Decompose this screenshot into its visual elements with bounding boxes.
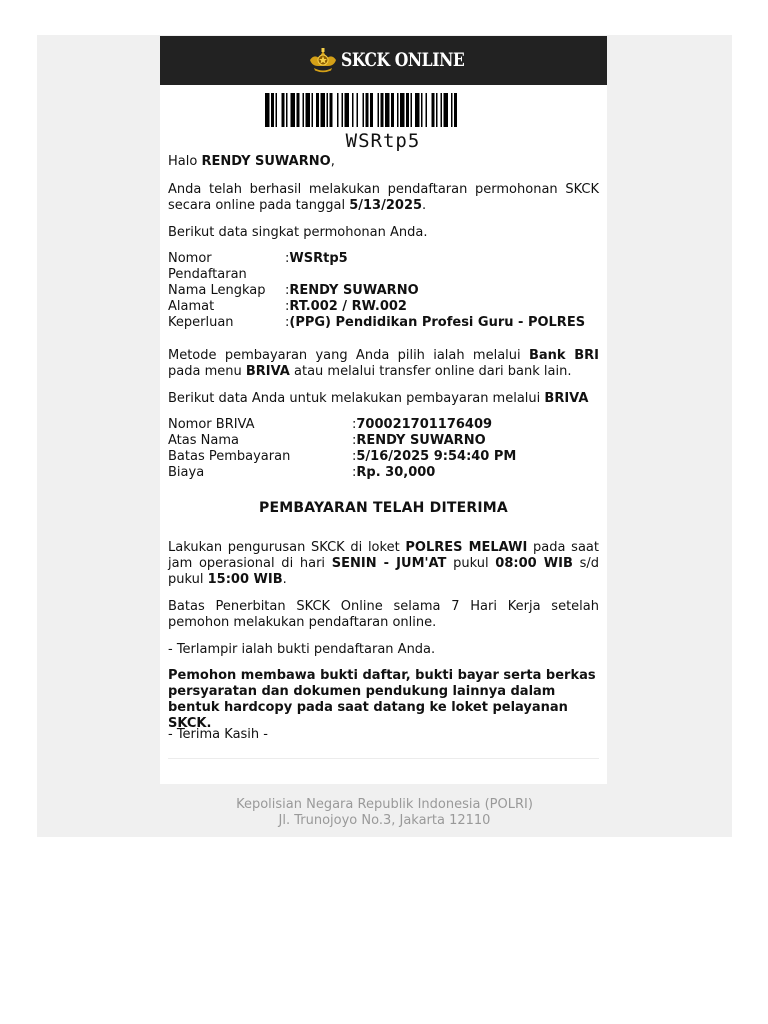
payment-row [168,417,599,433]
polri-emblem-icon [308,46,338,74]
field-label: Atas Nama [168,433,239,448]
field-value: :Rp. 30,000 [352,465,436,480]
payment-row [168,433,599,449]
field-label: Nomor Pendaftaran [168,251,247,282]
closing-text: - Terima Kasih - [168,727,268,742]
applicant-details [168,251,599,331]
payment-row [168,465,599,481]
field-value: :(PPG) Pendidikan Profesi Guru - POLRES [285,315,586,330]
divider [168,758,599,759]
document-requirements-note: Pemohon membawa bukti daftar, bukti bayar serta berkas persyaratan dan dokumen pendukung lainnya dalam bentuk hardcopy pada saat datang ke loket pelayanan SKCK. [168,668,596,731]
registration-intro: Anda telah berhasil melakukan pendaftaran permohonan SKCK secara online pada tanggal 5/13/2025. [168,182,599,213]
applicant-row [168,315,599,331]
brand-logo [308,45,492,75]
applicant-row [168,251,599,283]
payment-intro: Berikut data Anda untuk melakukan pembayaran melalui BRIVA [168,391,589,406]
field-label: Nomor BRIVA [168,417,255,432]
greeting-name: RENDY SUWARNO [201,154,331,169]
issuance-deadline-note: Batas Penerbitan SKCK Online selama 7 Hari Kerja setelah pemohon melakukan pendaftaran online. [168,599,599,630]
payment-details [168,417,599,481]
brand-name: SKCK ONLINE [341,49,465,71]
visit-instructions: Lakukan pengurusan SKCK di loket POLRES MELAWI pada saat jam operasional di hari SENIN - JUM'AT pukul 08:00 WIB s/d pukul 15:00 WIB. [168,540,599,587]
greeting: Halo RENDY SUWARNO, [168,154,335,169]
field-label: Biaya [168,465,205,480]
field-label: Batas Pembayaran [168,449,291,464]
applicant-row [168,299,599,315]
field-value: :5/16/2025 9:54:40 PM [352,449,517,464]
payment-method-note: Metode pembayaran yang Anda pilih ialah melalui Bank BRI pada menu BRIVA atau melalui transfer online dari bank lain. [168,348,599,379]
payment-row [168,449,599,465]
barcode-code: WSRtp5 [345,130,421,152]
bank-name: Bank BRI [528,348,599,363]
field-value: :RENDY SUWARNO [285,283,419,298]
summary-intro: Berikut data singkat permohonan Anda. [168,225,428,240]
footer-organization: Kepolisian Negara Republik Indonesia (POLRI) [236,797,533,812]
email-header [160,36,607,85]
field-value: :WSRtp5 [285,251,348,266]
registration-barcode [265,93,501,127]
email-footer [37,797,732,829]
footer-address: Jl. Trunojoyo No.3, Jakarta 12110 [278,813,491,828]
attachment-note: - Terlampir ialah bukti pendaftaran Anda. [168,642,436,657]
field-value: :700021701176409 [352,417,493,432]
field-label: Keperluan [168,315,234,330]
field-value: :RT.002 / RW.002 [285,299,407,314]
payment-menu: BRIVA [245,364,290,379]
field-label: Nama Lengkap [168,283,266,298]
field-label: Alamat [168,299,215,314]
field-value: :RENDY SUWARNO [352,433,486,448]
registration-date: 5/13/2025 [349,198,423,213]
email-card [160,36,607,784]
applicant-row [168,283,599,299]
payment-status-title: PEMBAYARAN TELAH DITERIMA [259,500,508,516]
